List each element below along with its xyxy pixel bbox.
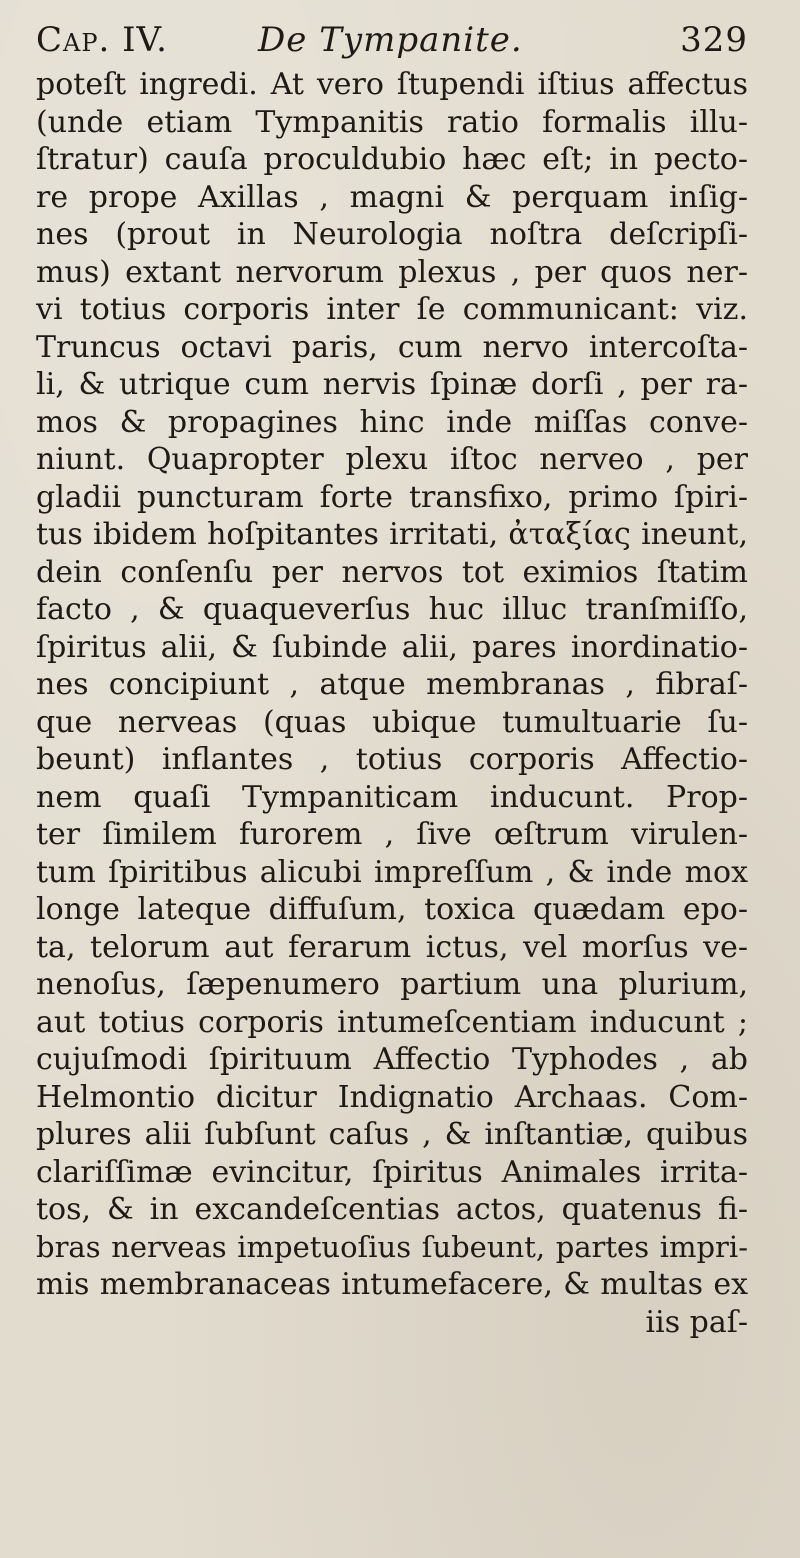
text-line: nem quaſi Tympaniticam inducunt. Prop- [36, 779, 748, 815]
chapter-title: De Tympanite. [258, 20, 523, 60]
text-line: (unde etiam Tympanitis ratio formalis illu- [36, 104, 748, 140]
text-line: longe lateque diffuſum, toxica quædam epo- [36, 892, 748, 927]
text-line: plures alii ſubſunt caſus , & inſtantiæ, quibus [36, 1117, 748, 1152]
text-line: bras nerveas impetuoſius ſubeunt, partes impri- [36, 1229, 748, 1264]
text-line: mus) extant nervorum plexus , per quos ner- [36, 254, 748, 290]
text-line: poteſt ingredi. At vero ſtupendi iſtius affectus [36, 67, 748, 102]
page-number: 329 [680, 20, 748, 60]
text-line: tum ſpiritibus alicubi impreſſum , & inde mox [36, 854, 748, 890]
text-line: tus ibidem hoſpitantes irritati, ἀταξίας ineunt, [36, 517, 748, 552]
text-line: li, & utrique cum nervis ſpinæ dorſi , per ra- [36, 367, 748, 402]
text-line: gladii puncturam forte transfixo, primo ſpiri- [36, 479, 748, 515]
text-line: facto , & quaqueverſus huc illuc tranſmiſſo, [36, 592, 748, 627]
text-line: nes (prout in Neurologia noſtra deſcripſi- [36, 217, 748, 252]
running-header [36, 14, 748, 66]
text-line: ſpiritus alii, & ſubinde alii, pares inordinatio- [36, 629, 748, 665]
text-line: clariſſimæ evincitur, ſpiritus Animales irrita- [36, 1154, 748, 1190]
text-line: ter ſimilem furorem , ſive œſtrum virulen- [36, 817, 748, 852]
chapter-heading: Cap. IV. [36, 20, 168, 60]
text-line: dein conſenſu per nervos tot eximios ſtatim [36, 554, 748, 590]
text-line: que nerveas (quas ubique tumultuarie ſu- [36, 704, 748, 740]
text-line: aut totius corporis intumeſcentiam inducunt ; [36, 1004, 748, 1040]
text-line: ta, telorum aut ferarum ictus, vel morſus ve- [36, 929, 748, 965]
text-line: Truncus octavi paris, cum nervo intercoſta- [36, 329, 748, 365]
text-line: iis paſ- [645, 1304, 748, 1340]
body-text [36, 66, 748, 1341]
text-line: Helmontio dicitur Indignatio Archaas. Com- [36, 1079, 748, 1115]
text-line: vi totius corporis inter ſe communicant: viz. [36, 292, 748, 327]
text-line: tos, & in excandeſcentias actos, quatenus fi- [36, 1192, 748, 1227]
text-line: re prope Axillas , magni & perquam inſig- [36, 179, 748, 215]
text-line: mis membranaceas intumefacere, & multas ex [36, 1267, 748, 1302]
text-line: mos & propagines hinc inde miſſas conve- [36, 404, 748, 440]
text-line: niunt. Quapropter plexu iſtoc nerveo , per [36, 442, 748, 477]
text-line: beunt) inflantes , totius corporis Affectio- [36, 742, 748, 777]
text-line: nes concipiunt , atque membranas , fibraſ- [36, 667, 748, 702]
text-line: cujuſmodi ſpirituum Affectio Typhodes , ab [36, 1042, 748, 1077]
text-line: ſtratur) cauſa proculdubio hæc eſt; in pecto- [36, 142, 748, 177]
text-line: nenoſus, ſæpenumero partium una plurium, [36, 967, 748, 1002]
